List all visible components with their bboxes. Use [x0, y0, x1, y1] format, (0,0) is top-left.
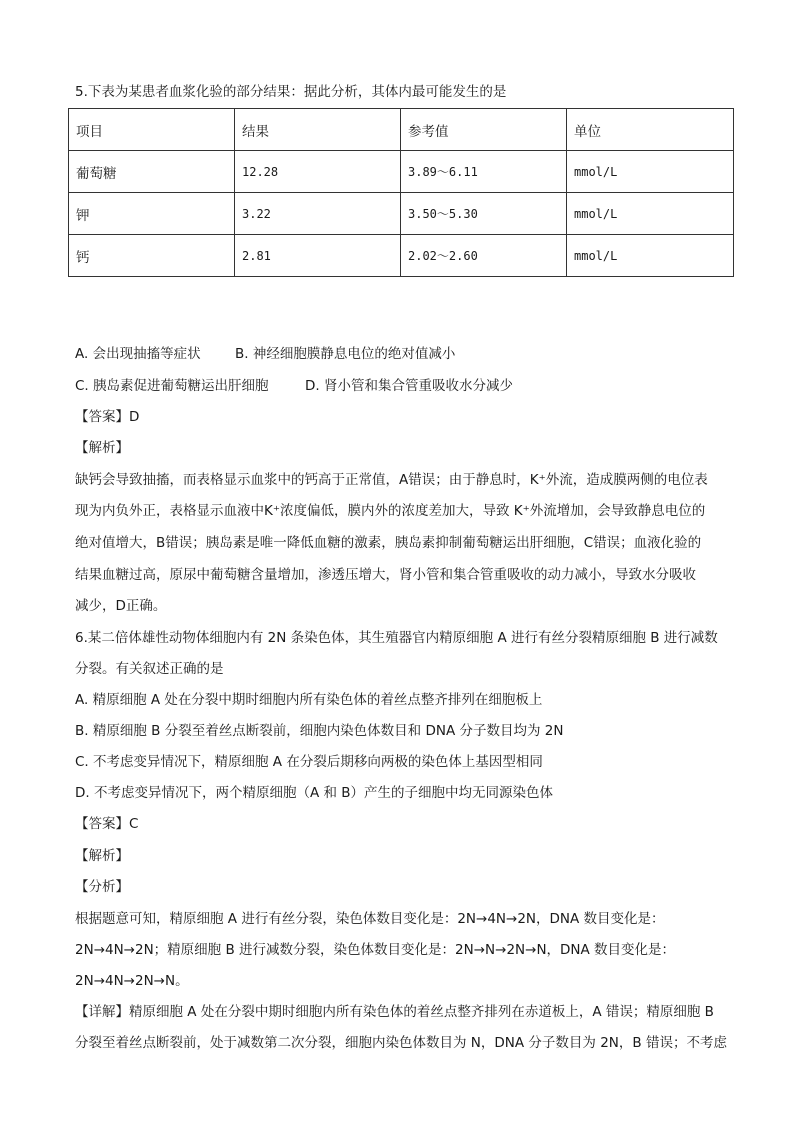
header-reference: 参考值 — [401, 109, 567, 151]
fenxi-line: 根据题意可知，精原细胞 A 进行有丝分裂，染色体数目变化是：2N→4N→2N，DNA 数目变化是： — [75, 911, 665, 927]
cell-unit: mmol/L — [567, 235, 734, 277]
cell-reference: 2.02～2.60 — [401, 235, 567, 277]
q6-option-a: A. 精原细胞 A 处在分裂中期时细胞内所有染色体的着丝点整齐排列在细胞板上 — [75, 692, 543, 708]
fenxi-line: 2N→4N→2N；精原细胞 B 进行减数分裂，染色体数目变化是：2N→N→2N→N，DNA 数目变化是： — [75, 942, 676, 958]
analysis-line: 结果血糖过高，原尿中葡萄糖含量增加，渗透压增大，肾小管和集合管重吸收的动力减小，导致水分吸收 — [75, 567, 696, 583]
analysis-line: 减少，D正确。 — [75, 598, 167, 614]
option-b: B. 神经细胞膜静息电位的绝对值减小 — [235, 346, 456, 362]
question-6-stem: 分裂。有关叙述正确的是 — [75, 661, 224, 677]
table-row — [69, 151, 734, 193]
cell-item: 钙 — [69, 235, 235, 277]
analysis-heading: 【解析】 — [75, 440, 129, 456]
analysis-heading: 【解析】 — [75, 848, 129, 864]
cell-unit: mmol/L — [567, 151, 734, 193]
detail-line: 【详解】精原细胞 A 处在分裂中期时细胞内所有染色体的着丝点整齐排列在赤道板上，A 错误；精原细胞 B — [75, 1004, 714, 1020]
cell-result: 3.22 — [235, 193, 401, 235]
table-header-row — [69, 109, 734, 151]
answer-label: 【答案】C — [75, 816, 139, 832]
cell-result: 2.81 — [235, 235, 401, 277]
q6-option-b: B. 精原细胞 B 分裂至着丝点断裂前，细胞内染色体数目和 DNA 分子数目均为 2N — [75, 723, 564, 739]
answer-label: 【答案】D — [75, 409, 140, 425]
analysis-line: 绝对值增大，B错误；胰岛素是唯一降低血糖的激素，胰岛素抑制葡萄糖运出肝细胞，C错误；血液化验的 — [75, 535, 702, 551]
option-d: D. 肾小管和集合管重吸收水分减少 — [305, 378, 513, 394]
q6-option-c: C. 不考虑变异情况下，精原细胞 A 在分裂后期移向两极的染色体上基因型相同 — [75, 754, 543, 770]
header-item: 项目 — [69, 109, 235, 151]
question-5-stem: 5.下表为某患者血浆化验的部分结果：据此分析，其体内最可能发生的是 — [75, 84, 507, 100]
cell-reference: 3.89～6.11 — [401, 151, 567, 193]
option-a: A. 会出现抽搐等症状 — [75, 346, 201, 362]
header-unit: 单位 — [567, 109, 734, 151]
detail-line: 分裂至着丝点断裂前，处于减数第二次分裂，细胞内染色体数目为 N，DNA 分子数目为 2N，B 错误；不考虑 — [75, 1035, 727, 1051]
fenxi-heading: 【分析】 — [75, 879, 129, 895]
cell-item: 葡萄糖 — [69, 151, 235, 193]
fenxi-line: 2N→4N→2N→N。 — [75, 973, 189, 989]
header-result: 结果 — [235, 109, 401, 151]
cell-reference: 3.50～5.30 — [401, 193, 567, 235]
table-row — [69, 235, 734, 277]
cell-result: 12.28 — [235, 151, 401, 193]
lab-results-table — [68, 108, 734, 277]
option-c: C. 胰岛素促进葡萄糖运出肝细胞 — [75, 378, 269, 394]
cell-unit: mmol/L — [567, 193, 734, 235]
q6-option-d: D. 不考虑变异情况下，两个精原细胞（A 和 B）产生的子细胞中均无同源染色体 — [75, 785, 554, 801]
cell-item: 钾 — [69, 193, 235, 235]
analysis-line: 现为内负外正，表格显示血液中K⁺浓度偏低，膜内外的浓度差加大，导致 K⁺外流增加，会导致静息电位的 — [75, 503, 706, 519]
question-6-stem: 6.某二倍体雄性动物体细胞内有 2N 条染色体，其生殖器官内精原细胞 A 进行有丝分裂精原细胞 B 进行减数 — [75, 630, 718, 646]
table-row — [69, 193, 734, 235]
analysis-line: 缺钙会导致抽搐，而表格显示血浆中的钙高于正常值，A错误；由于静息时，K⁺外流，造成膜两侧的电位表 — [75, 472, 708, 488]
